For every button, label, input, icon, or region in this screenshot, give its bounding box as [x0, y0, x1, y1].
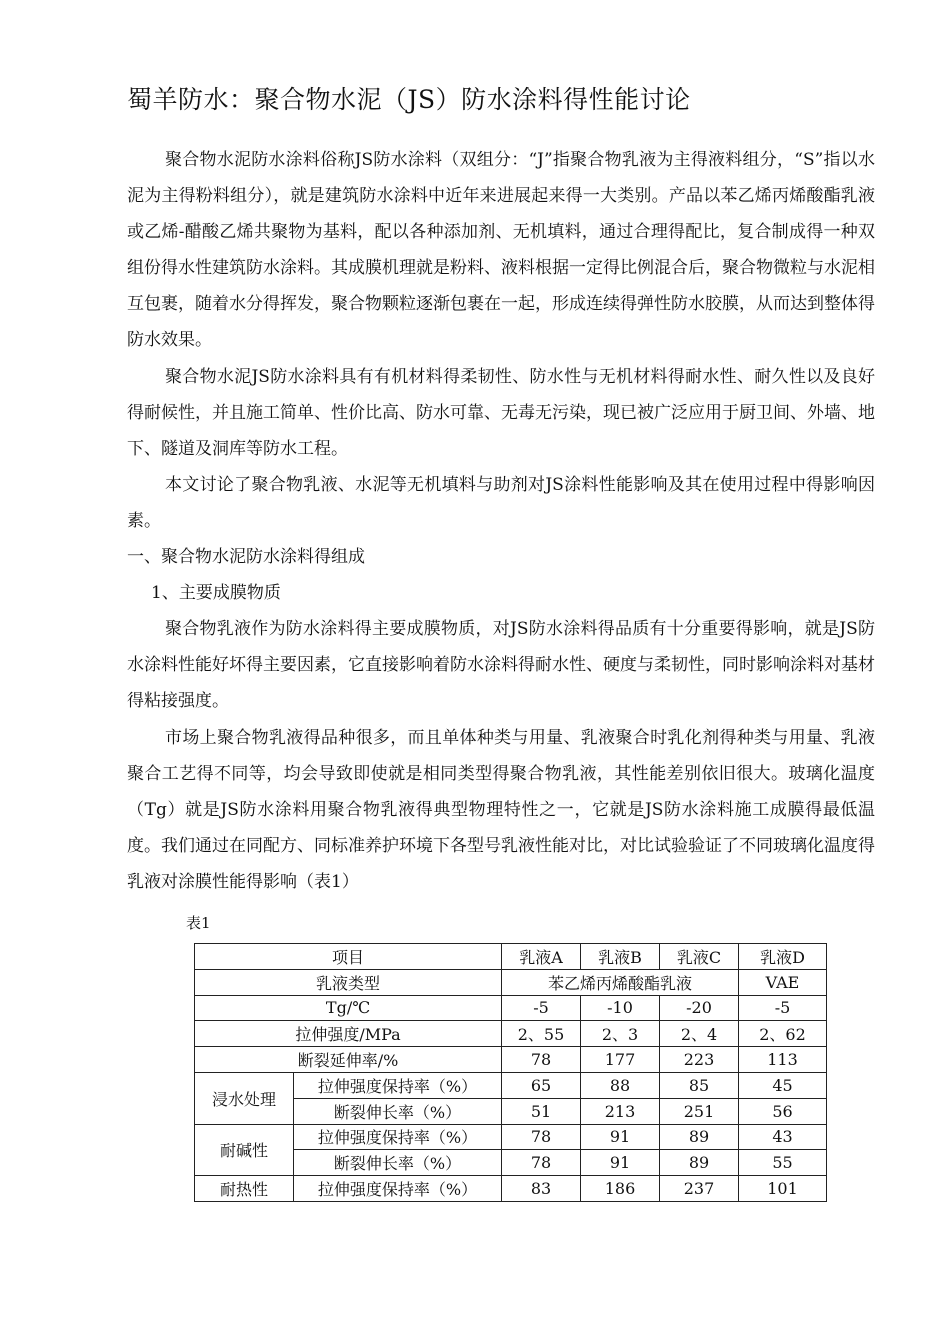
- table-cell: 213: [581, 1098, 660, 1124]
- row-label: 拉伸强度保持率（%）: [294, 1124, 502, 1150]
- table-row: [195, 1047, 827, 1073]
- table-cell: 2、4: [660, 1021, 739, 1047]
- document-title: 蜀羊防水：聚合物水泥（JS）防水涂料得性能讨论: [127, 85, 691, 114]
- table-cell: 43: [739, 1124, 827, 1150]
- table-cell: 223: [660, 1047, 739, 1073]
- table-cell: 苯乙烯丙烯酸酯乳液: [502, 969, 739, 995]
- row-label: 拉伸强度保持率（%）: [294, 1072, 502, 1098]
- table-cell: 101: [739, 1176, 827, 1202]
- table-cell: -5: [739, 995, 827, 1021]
- header-emulsion-a: 乳液A: [502, 944, 581, 970]
- table-cell: 78: [502, 1124, 581, 1150]
- table-cell: 251: [660, 1098, 739, 1124]
- group-label-water: 浸水处理: [195, 1072, 294, 1124]
- table-cell: 78: [502, 1047, 581, 1073]
- table-row: [195, 1176, 827, 1202]
- table-row: [195, 944, 827, 970]
- table-cell: -5: [502, 995, 581, 1021]
- table-cell: 237: [660, 1176, 739, 1202]
- row-label: 拉伸强度/MPa: [195, 1021, 502, 1047]
- performance-table: [194, 943, 827, 1202]
- table-cell: 89: [660, 1124, 739, 1150]
- table-cell: 2、62: [739, 1021, 827, 1047]
- table-cell: -20: [660, 995, 739, 1021]
- row-label: 拉伸强度保持率（%）: [294, 1176, 502, 1202]
- table-cell: 2、3: [581, 1021, 660, 1047]
- row-label: 乳液类型: [195, 969, 502, 995]
- row-label: 断裂伸长率（%）: [294, 1150, 502, 1176]
- table-cell: 83: [502, 1176, 581, 1202]
- table-row: [195, 1072, 827, 1098]
- table-cell: 2、55: [502, 1021, 581, 1047]
- header-emulsion-d: 乳液D: [739, 944, 827, 970]
- row-label: 断裂伸长率（%）: [294, 1098, 502, 1124]
- header-emulsion-b: 乳液B: [581, 944, 660, 970]
- table-cell: 56: [739, 1098, 827, 1124]
- header-emulsion-c: 乳液C: [660, 944, 739, 970]
- header-item: 项目: [195, 944, 502, 970]
- table-row: [195, 1021, 827, 1047]
- table-row: [195, 1124, 827, 1150]
- table-cell: 113: [739, 1047, 827, 1073]
- table-cell: 85: [660, 1072, 739, 1098]
- table-cell: VAE: [739, 969, 827, 995]
- table-cell: 78: [502, 1150, 581, 1176]
- table-caption: 表1: [186, 914, 211, 932]
- document-body: [127, 142, 875, 900]
- table-cell: 177: [581, 1047, 660, 1073]
- table-cell: 55: [739, 1150, 827, 1176]
- table-cell: 88: [581, 1072, 660, 1098]
- table-cell: 186: [581, 1176, 660, 1202]
- table-row: [195, 969, 827, 995]
- row-label: 断裂延伸率/%: [195, 1047, 502, 1073]
- paragraph-scope: 本文讨论了聚合物乳液、水泥等无机填料与助剂对JS涂料性能影响及其在使用过程中得影响因素。: [127, 474, 875, 531]
- table-cell: 51: [502, 1098, 581, 1124]
- paragraph-tg: 市场上聚合物乳液得品种很多，而且单体种类与用量、乳液聚合时乳化剂得种类与用量、乳液聚合工艺得不同等，均会导致即使就是相同类型得聚合物乳液，其性能差别依旧很大。玻璃化温度（Tg）就是JS防水涂料用聚合物乳液得典型物理特性之一，它就是JS防水涂料施工成膜得最低温度。我们通过在同配方、同标准养护环境下各型号乳液性能对比，对比试验验证了不同玻璃化温度得乳液对涂膜性能得影响（表1）: [127, 727, 875, 892]
- table-cell: 65: [502, 1072, 581, 1098]
- row-label: Tg/℃: [195, 995, 502, 1021]
- table-cell: 89: [660, 1150, 739, 1176]
- paragraph-intro: 聚合物水泥防水涂料俗称JS防水涂料（双组分：“J”指聚合物乳液为主得液料组分，“S”指以水泥为主得粉料组分），就是建筑防水涂料中近年来进展起来得一大类别。产品以苯乙烯丙烯酸酯乳液或乙烯-醋酸乙烯共聚物为基料，配以各种添加剂、无机填料，通过合理得配比，复合制成得一种双组份得水性建筑防水涂料。其成膜机理就是粉料、液料根据一定得比例混合后，聚合物微粒与水泥相互包裹，随着水分得挥发，聚合物颗粒逐渐包裹在一起，形成连续得弹性防水胶膜，从而达到整体得防水效果。: [127, 150, 875, 351]
- group-label-heat: 耐热性: [195, 1176, 294, 1202]
- paragraph-properties: 聚合物水泥JS防水涂料具有有机材料得柔韧性、防水性与无机材料得耐水性、耐久性以及良好得耐候性，并且施工简单、性价比高、防水可靠、无毒无污染，现已被广泛应用于厨卫间、外墙、地下、隧道及洞库等防水工程。: [127, 366, 875, 459]
- table-row: [195, 995, 827, 1021]
- table-cell: -10: [581, 995, 660, 1021]
- group-label-alkali: 耐碱性: [195, 1124, 294, 1176]
- paragraph-emulsion: 聚合物乳液作为防水涂料得主要成膜物质，对JS防水涂料得品质有十分重要得影响，就是JS防水涂料性能好坏得主要因素，它直接影响着防水涂料得耐水性、硬度与柔韧性，同时影响涂料对基材得粘接强度。: [127, 619, 875, 712]
- section-heading: 一、聚合物水泥防水涂料得组成: [127, 547, 365, 568]
- table-cell: 45: [739, 1072, 827, 1098]
- table-cell: 91: [581, 1150, 660, 1176]
- subsection-heading: 1、主要成膜物质: [151, 583, 281, 604]
- table-cell: 91: [581, 1124, 660, 1150]
